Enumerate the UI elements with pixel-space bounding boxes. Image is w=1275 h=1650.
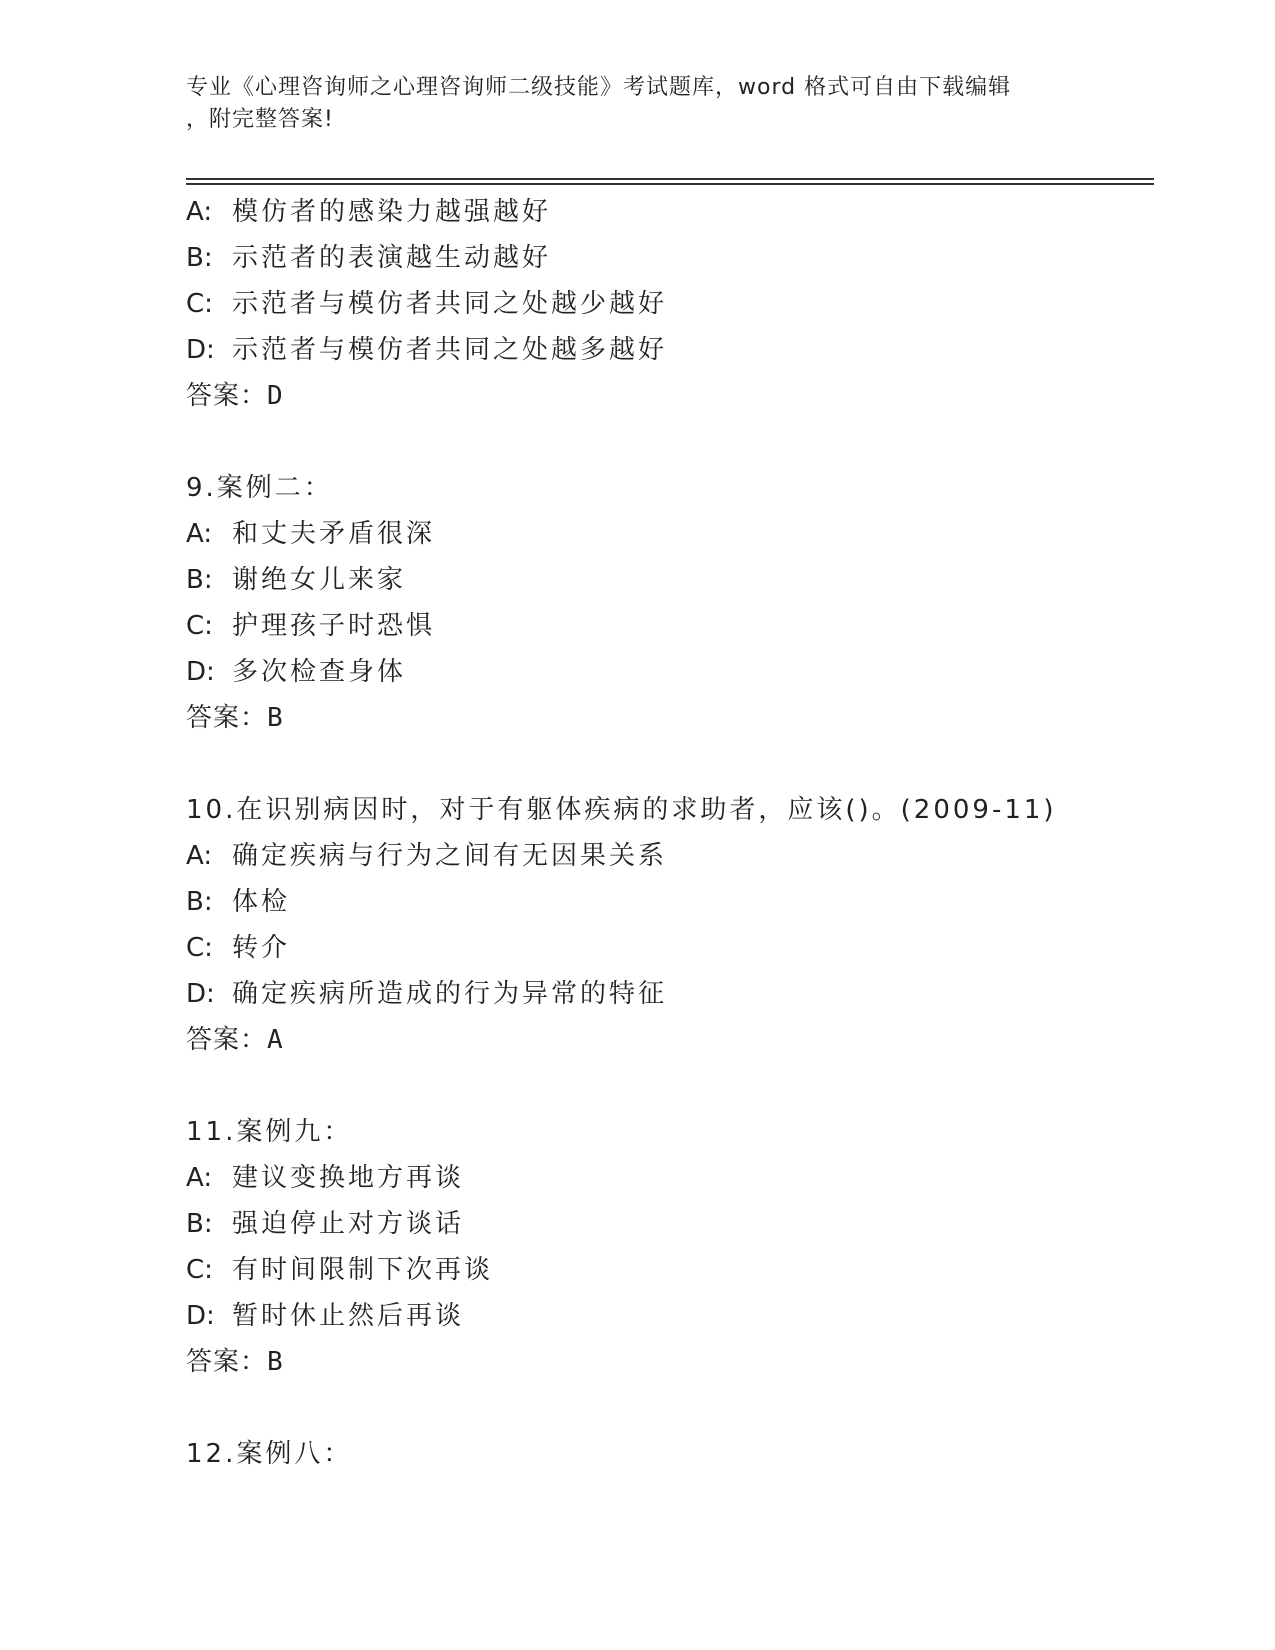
option-c	[186, 281, 1154, 327]
spacer	[186, 1063, 1154, 1109]
option-label: B:	[186, 243, 213, 273]
spacer	[186, 1385, 1154, 1431]
option-a	[186, 1155, 1154, 1201]
option-label: C:	[186, 1255, 213, 1285]
option-text: 暂时休止然后再谈	[232, 1301, 465, 1331]
option-d	[186, 971, 1154, 1017]
option-text: 谢绝女儿来家	[232, 565, 407, 595]
option-b	[186, 1201, 1154, 1247]
option-label: B:	[186, 1209, 213, 1239]
question-8-block	[186, 189, 1154, 419]
option-b	[186, 235, 1154, 281]
answer-line	[186, 1339, 1154, 1385]
spacer	[186, 741, 1154, 787]
option-label: C:	[186, 289, 213, 319]
answer-label: 答案：	[186, 1347, 268, 1377]
answer-line	[186, 695, 1154, 741]
option-label: D:	[186, 1301, 215, 1331]
option-text: 有时间限制下次再谈	[232, 1255, 494, 1285]
spacer	[186, 419, 1154, 465]
answer-line	[186, 1017, 1154, 1063]
question-text: 9.案例二：	[186, 473, 333, 503]
option-text: 示范者与模仿者共同之处越多越好	[232, 335, 668, 365]
option-a	[186, 189, 1154, 235]
answer-label: 答案：	[186, 1025, 268, 1055]
question-12-block	[186, 1431, 1154, 1477]
header-divider-bottom	[186, 183, 1154, 185]
question-11-block	[186, 1109, 1154, 1385]
option-text: 转介	[232, 933, 291, 963]
document-header	[186, 72, 1066, 136]
header-line-2: ，附完整答案!	[186, 107, 334, 132]
option-text: 确定疾病所造成的行为异常的特征	[232, 979, 668, 1009]
option-c	[186, 925, 1154, 971]
answer-value: B	[267, 1347, 284, 1377]
question-9-block	[186, 465, 1154, 741]
option-d	[186, 327, 1154, 373]
option-b	[186, 557, 1154, 603]
question-text: 10.在识别病因时，对于有躯体疾病的求助者，应该()。(2009-11)	[186, 795, 1057, 825]
option-text: 确定疾病与行为之间有无因果关系	[232, 841, 668, 871]
question-10-block	[186, 787, 1154, 1063]
option-c	[186, 603, 1154, 649]
question-text: 11.案例九：	[186, 1117, 353, 1147]
option-text: 和丈夫矛盾很深	[232, 519, 436, 549]
option-text: 强迫停止对方谈话	[232, 1209, 465, 1239]
option-text: 体检	[232, 887, 291, 917]
option-d	[186, 649, 1154, 695]
option-text: 示范者与模仿者共同之处越少越好	[232, 289, 668, 319]
option-a	[186, 833, 1154, 879]
answer-label: 答案：	[186, 703, 268, 733]
header-divider-top	[186, 178, 1154, 180]
answer-value: B	[267, 703, 284, 733]
option-label: C:	[186, 611, 213, 641]
option-label: A:	[186, 1163, 213, 1193]
answer-line	[186, 373, 1154, 419]
option-c	[186, 1247, 1154, 1293]
option-d	[186, 1293, 1154, 1339]
answer-value: D	[267, 381, 284, 411]
header-line-1: 专业《心理咨询师之心理咨询师二级技能》考试题库，word 格式可自由下载编辑	[186, 75, 1012, 100]
option-label: A:	[186, 841, 213, 871]
option-label: D:	[186, 335, 215, 365]
option-label: A:	[186, 197, 213, 227]
option-b	[186, 879, 1154, 925]
option-label: B:	[186, 887, 213, 917]
question-text: 12.案例八：	[186, 1439, 353, 1469]
option-text: 模仿者的感染力越强越好	[232, 197, 552, 227]
option-text: 多次检查身体	[232, 657, 407, 687]
answer-label: 答案：	[186, 381, 268, 411]
option-text: 建议变换地方再谈	[232, 1163, 465, 1193]
option-label: A:	[186, 519, 213, 549]
answer-value: A	[267, 1025, 284, 1055]
option-label: D:	[186, 657, 215, 687]
option-label: B:	[186, 565, 213, 595]
option-text: 示范者的表演越生动越好	[232, 243, 552, 273]
option-label: D:	[186, 979, 215, 1009]
option-label: C:	[186, 933, 213, 963]
option-a	[186, 511, 1154, 557]
option-text: 护理孩子时恐惧	[232, 611, 436, 641]
question-list	[186, 189, 1154, 1477]
